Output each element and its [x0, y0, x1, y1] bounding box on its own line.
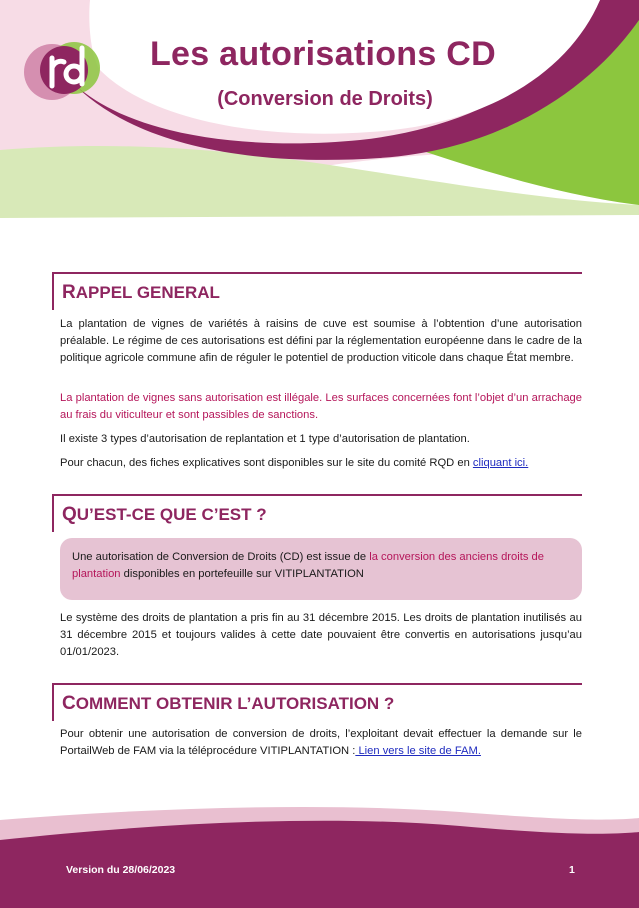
section1-paragraph-3: Il existe 3 types d’autorisation de replantation et 1 type d’autorisation de plantation.: [60, 433, 470, 445]
section1-paragraph-4: Pour chacun, des fiches explicatives sont disponibles sur le site du comité RQD en cliquant ici.: [60, 457, 529, 469]
section-heading-text: RAPPEL GENERAL: [62, 282, 220, 303]
section-rappel-general-heading: [52, 272, 582, 310]
section1-paragraph-1: La plantation de vignes de variétés à raisins de cuve est soumise à l’obtention d’une autorisation préalable. Le régime de ces autorisations est défini par la réglementation européenne dans le cadre de la politique agricole commune afin de réguler le potentiel de production viticole dans chaque État membre.: [60, 318, 582, 364]
section3-paragraph-1: Pour obtenir une autorisation de conversion de droits, l’exploitant devait effectuer la demande sur le PortailWeb de FAM via la téléprocédure VITIPLANTATION : Lien vers le site de FAM.: [60, 728, 582, 757]
footer-page-number: 1: [569, 864, 575, 876]
section-comment-obtenir-heading: [52, 683, 582, 721]
section-heading-text: QU’EST-CE QUE C’EST ?: [62, 504, 267, 525]
cliquant-ici-link[interactable]: cliquant ici.: [472, 457, 529, 469]
definition-callout: Une autorisation de Conversion de Droits (CD) est issue de la conversion des anciens droits de plantation disponibles en portefeuille sur VITIPLANTATION: [60, 538, 582, 600]
section1-paragraph-2-warning: La plantation de vignes sans autorisation est illégale. Les surfaces concernées font l’objet d’un arrachage au frais du viticulteur et sont passibles de sanctions.: [60, 392, 582, 421]
section-quest-ce-que-cest-heading: [52, 494, 582, 532]
section-heading-text: COMMENT OBTENIR L’AUTORISATION ?: [62, 693, 395, 714]
section2-paragraph-1: Le système des droits de plantation a pris fin au 31 décembre 2015. Les droits de plantation inutilisés au 31 décembre 2015 et toujours valides à cette date pouvaient être convertis en autorisations jusqu’au 01/01/2023.: [60, 612, 582, 658]
footer-version: Version du 28/06/2023: [66, 864, 176, 876]
page-subtitle: (Conversion de Droits): [217, 88, 433, 110]
page-title: Les autorisations CD: [149, 35, 497, 73]
fam-site-link[interactable]: Lien vers le site de FAM.: [355, 745, 481, 757]
rqd-logo: [22, 34, 106, 104]
